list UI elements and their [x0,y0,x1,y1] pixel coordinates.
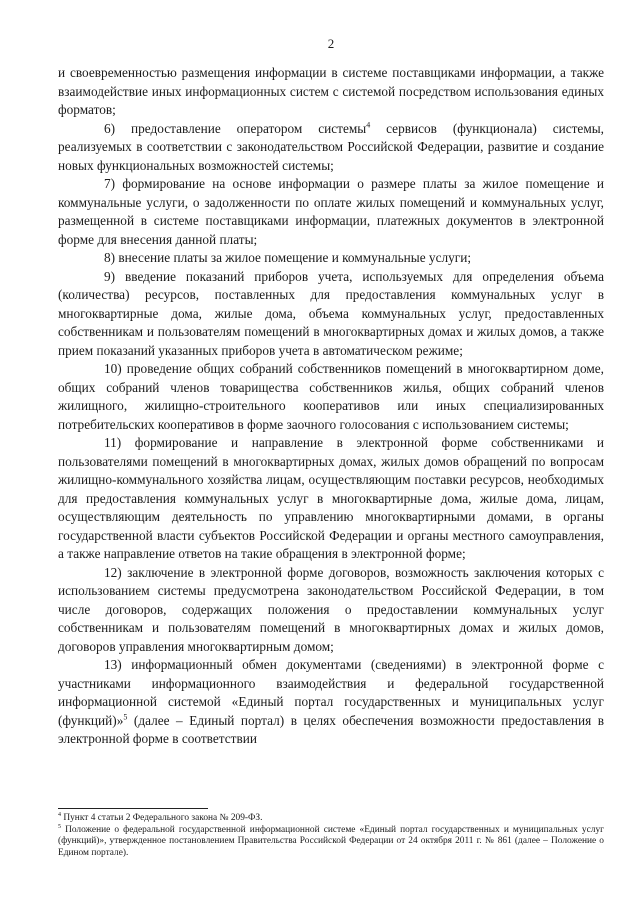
paragraph-item-8 [58,249,604,268]
paragraph-item-12 [58,564,604,657]
footnote-5 [58,825,604,860]
footnote-mark: 4 [58,811,61,818]
paragraph-text: 9) введение показаний приборов учета, используемых для определения объема (количества) ресурсов, поставленных для предоставления коммунальных услуг в многоквартирные дома, жилые дома, объема коммунальных услуг, предоставленных собственникам и пользователям помещений в многоквартирных домах и жилых домов, а также прием показаний указанных приборов учета в автоматическом режиме; [58,268,604,358]
footnote-ref[interactable]: 5 [123,712,128,722]
paragraph-text: 13) информационный обмен документами (сведениями) в электронной форме с участниками информационного взаимодействия и федеральной государственной информационной системой «Единый портал государственных и муниципальных услуг (функций)» [58,657,604,728]
paragraph-text: 7) формирование на основе информации о размере платы за жилое помещение и коммунальные услуги, о задолженности по оплате жилых помещений и коммунальных услуг, размещенной в системе поставщиками информации, платежных документов в электронной форме для внесения данной платы; [58,176,604,247]
body-text [58,64,604,749]
footnote-text: Пункт 4 статьи 2 Федерального закона № 209-ФЗ. [61,813,263,823]
paragraph-text: 10) проведение общих собраний собственников помещений в многоквартирном доме, общих собраний членов товарищества собственников жилья, общих собраний членов жилищного, жилищно-строительного кооперативов или иных специализированных потребительских кооперативов в форме заочного голосования с использованием системы; [58,361,604,432]
paragraph-text: 11) формирование и направление в электронной форме собственниками и пользователями помещений в многоквартирных домах, жилых домов обращений по вопросам жилищно-коммунального хозяйства лицам, осуществляющим поставки ресурсов, необходимых для предоставления коммунальных услуг в многоквартирные дома, жилые дома, лицам, осуществляющим деятельность по управлению многоквартирными домами, в органы государственной власти субъектов Российской Федерации и органы местного самоуправления, а также направление ответов на такие обращения в электронной форме; [58,435,604,561]
footnote-separator [58,808,208,809]
paragraph-item-9 [58,268,604,361]
paragraph-item-7 [58,175,604,249]
footnote-mark: 5 [58,823,61,830]
page-number: 2 [327,36,335,51]
paragraph-item-6 [58,120,604,176]
paragraph-item-10 [58,360,604,434]
paragraph-text: 6) предоставление оператором системы [104,120,367,136]
paragraph-item-13 [58,656,604,749]
paragraph-continuation [58,64,604,120]
footnote-text: Положение о федеральной государственной информационной системе «Единый портал государственных и муниципальных услуг (функций)», утвержденное постановлением Правительства Российской Федерации от 24 октября 2011 г. № 861 (далее – Положение о Едином портале). [58,824,604,858]
paragraph-text-tail: сервисов (функционала) системы, реализуемых в соответствии с законодательством Российской Федерации, развитие и создание новых функциональных возможностей системы; [58,120,604,173]
paragraph-text: 8) внесение платы за жилое помещение и коммунальные услуги; [104,250,472,265]
footnote-4 [58,813,604,825]
paragraph-text: и своевременностью размещения информации в системе поставщиками информации, а также взаимодействие иных информационных систем с системой посредством использования единых форматов; [58,65,604,117]
footnotes [58,808,604,859]
footnote-ref[interactable]: 4 [366,120,371,130]
paragraph-text-tail: (далее – Единый портал) в целях обеспечения возможности предоставления в электронной форме в соответствии [58,712,604,746]
paragraph-item-11 [58,434,604,564]
paragraph-text: 12) заключение в электронной форме договоров, возможность заключения которых с использованием системы предусмотрена законодательством Российской Федерации, в том числе договоров, содержащих положения о предоставлении коммунальных услуг собственникам и пользователям помещений в многоквартирных домах и жилых домов, договоров управления многоквартирным домом; [58,564,604,654]
